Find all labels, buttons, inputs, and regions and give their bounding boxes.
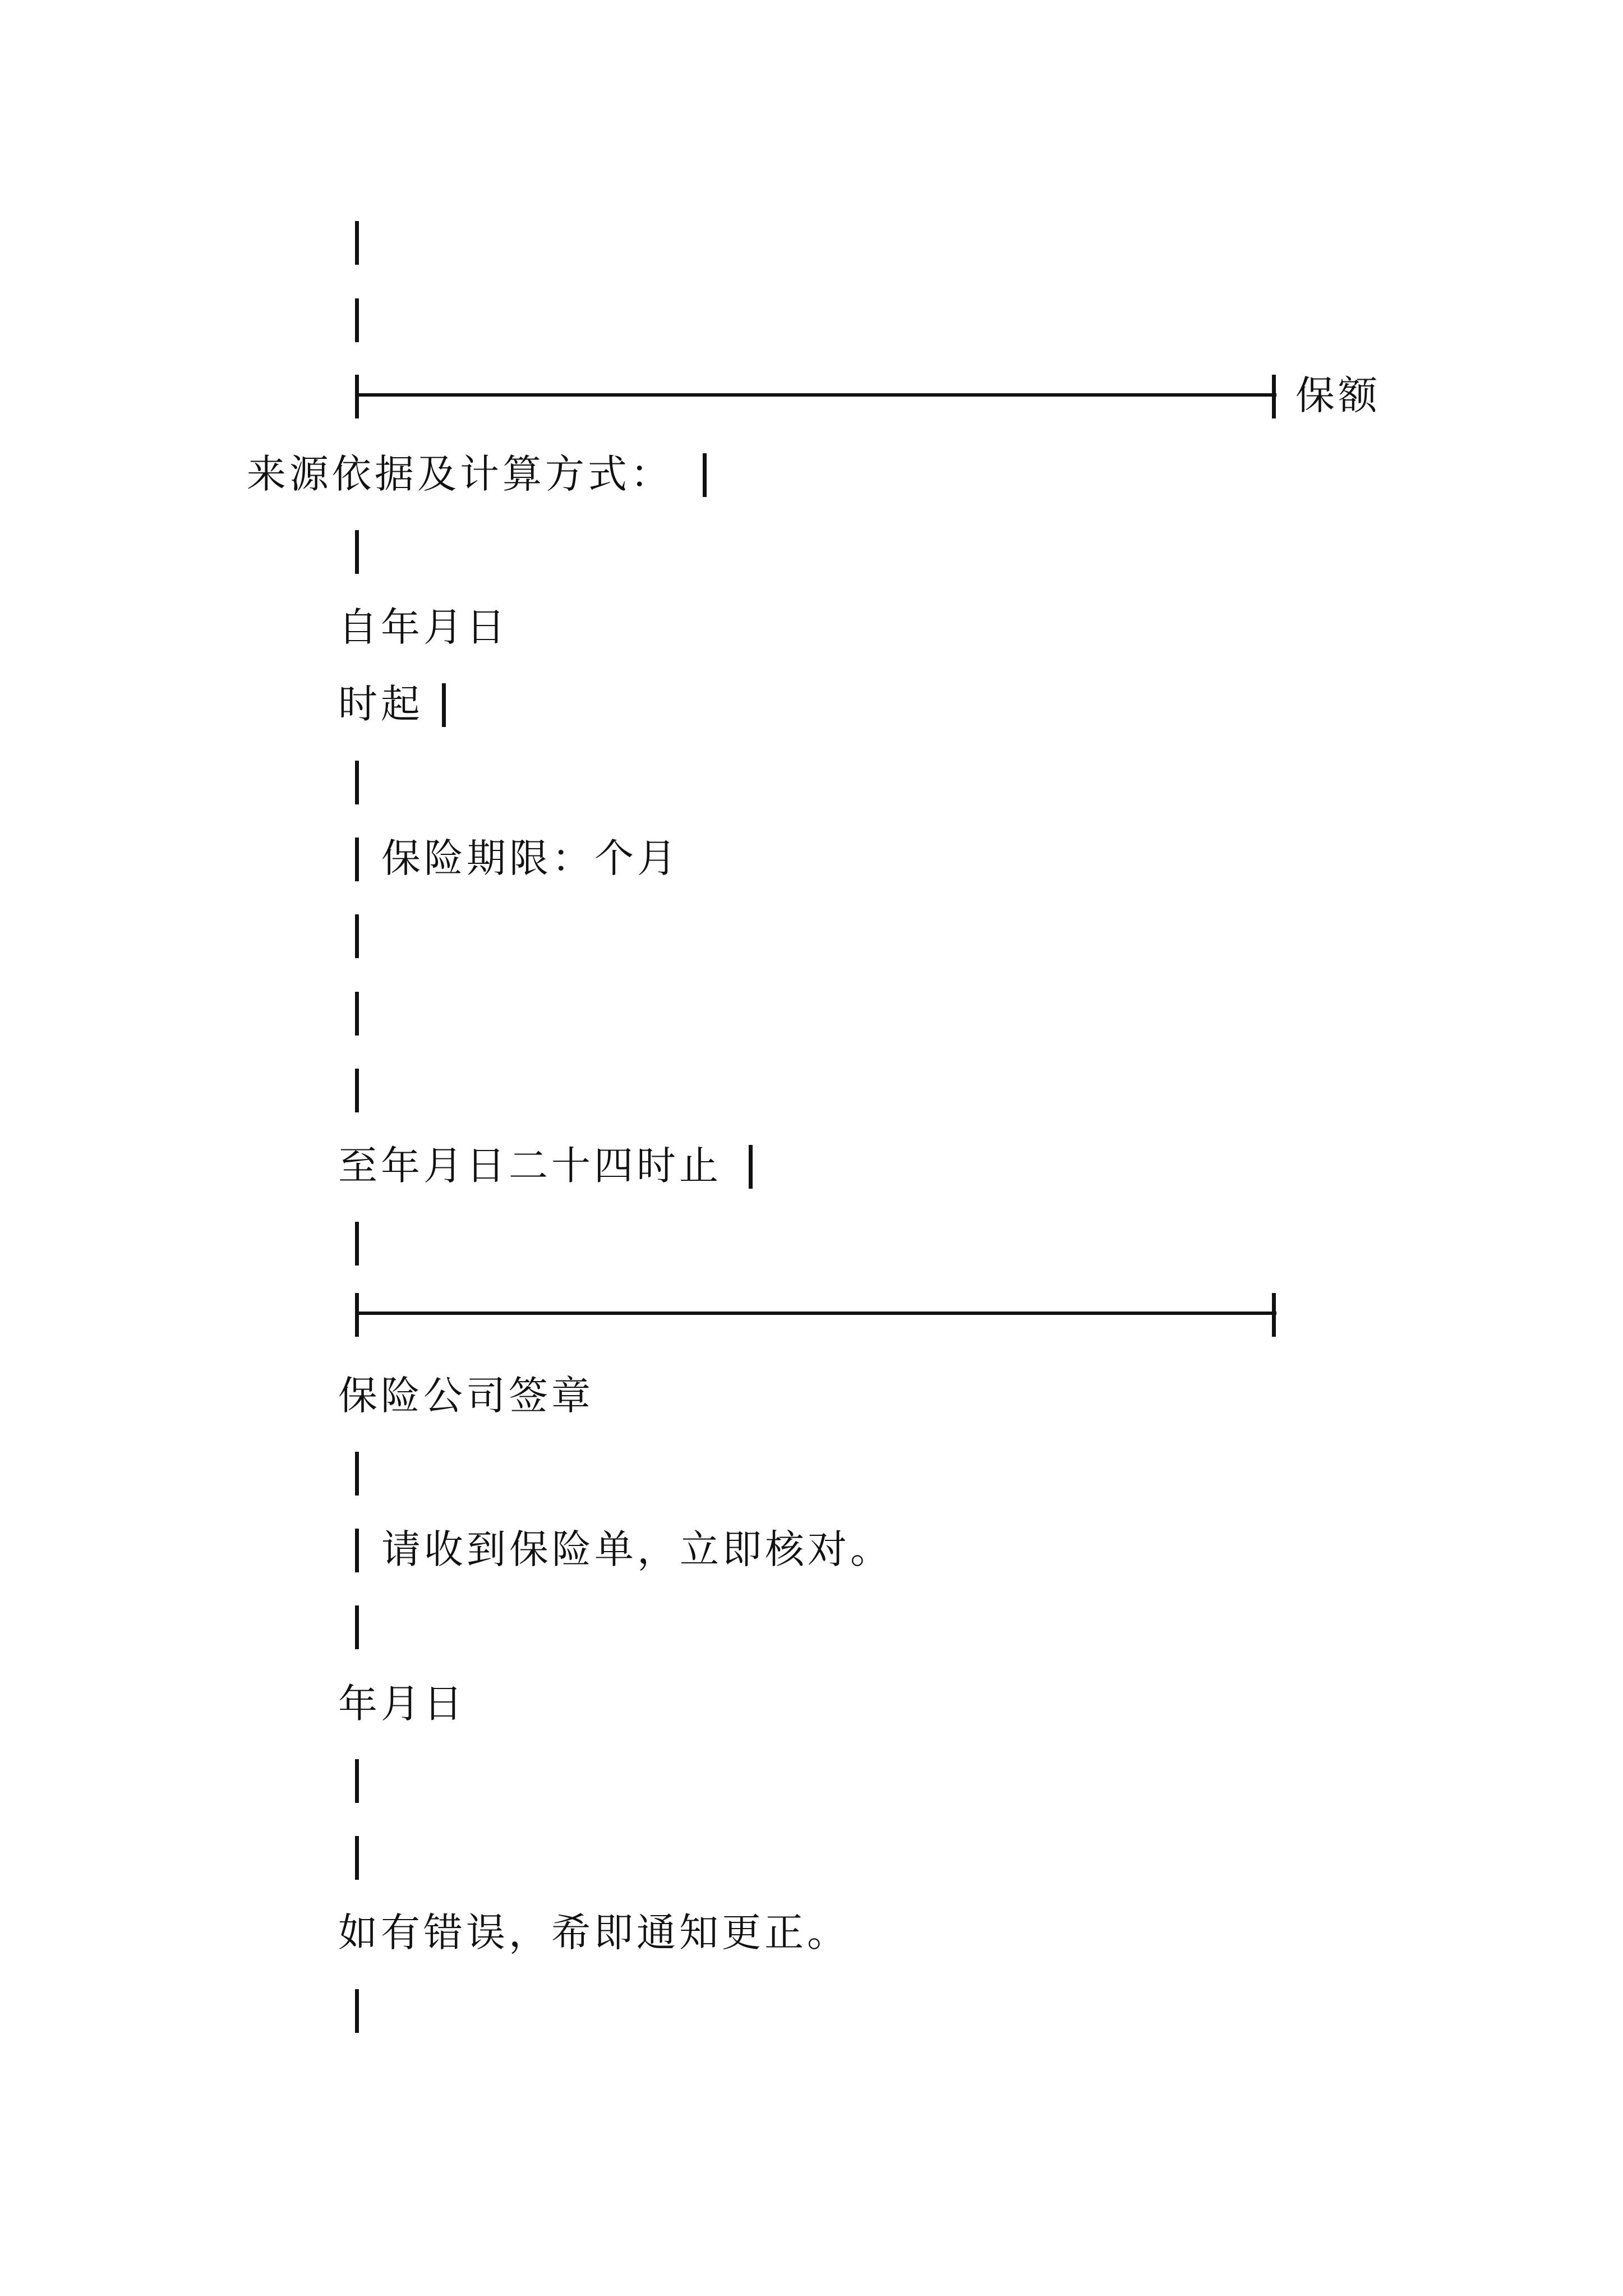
table-border-mark [355,1452,359,1496]
period-label: 保险期限：个月 [381,835,680,881]
table-border-mark [355,1293,359,1337]
table-border-mark [355,1836,359,1880]
table-border-mark [355,1989,359,2033]
table-border-mark [355,1605,359,1649]
from-time: 时起 [338,681,423,727]
table-border-mark [355,530,359,574]
table-border-mark [355,298,359,342]
basis-label: 来源依据及计算方式： [247,451,673,497]
sign-date: 年月日 [338,1681,466,1727]
company-seal-label: 保险公司签章 [338,1373,594,1419]
table-border-mark [355,1759,359,1803]
table-border-mark [355,838,359,881]
table-rule [355,1312,1276,1315]
check-notice: 请收到保险单，立即核对。 [381,1526,893,1572]
table-border-mark [1272,375,1276,418]
table-border-mark [355,992,359,1036]
amount-label: 保额 [1295,372,1381,418]
table-border-mark [355,761,359,804]
from-date: 自年月日 [338,604,509,650]
table-border-mark [442,683,446,727]
table-border-mark [749,1145,753,1189]
table-border-mark [355,1069,359,1112]
error-notice: 如有错误，希即通知更正。 [338,1910,850,1955]
table-rule [355,393,1276,397]
table-border-mark [703,453,707,497]
table-border-mark [355,1222,359,1266]
table-border-mark [355,221,359,265]
table-border-mark [1272,1293,1276,1337]
to-date: 至年月日二十四时止 [338,1143,722,1189]
table-border-mark [355,375,359,418]
table-border-mark [355,914,359,958]
table-border-mark [355,1529,359,1572]
